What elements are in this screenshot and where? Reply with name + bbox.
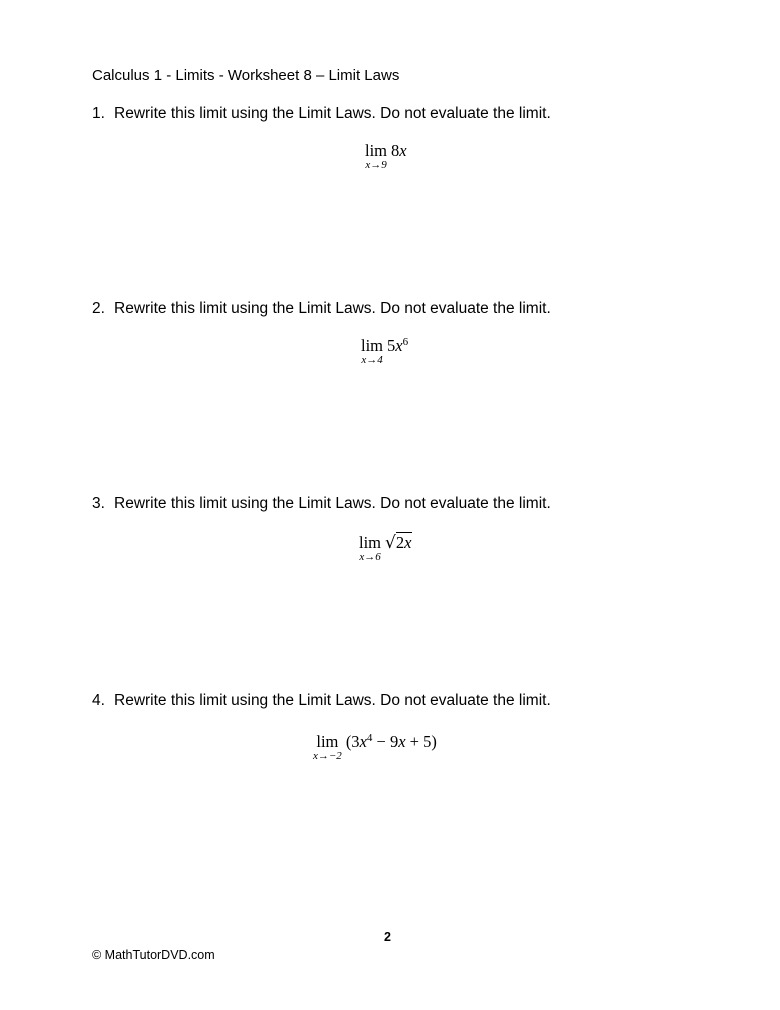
- radicand: 2x: [395, 533, 412, 552]
- lim-word: lim: [365, 141, 388, 160]
- limit-argument: $5x^6$: [387, 336, 409, 355]
- problem-1: [92, 104, 712, 124]
- limit-argument: 8x: [391, 141, 407, 160]
- limit-operator: [313, 733, 342, 762]
- limit-expression-1: [365, 142, 407, 171]
- limit-expression-3: [359, 534, 412, 563]
- problem-2: [92, 299, 712, 319]
- problem-2-prompt: [92, 299, 712, 319]
- limit-expression-4: [313, 733, 437, 762]
- problem-number: 3.: [92, 495, 105, 512]
- limit-operator: [359, 534, 381, 563]
- limit-expression-2: [361, 337, 408, 366]
- problem-3: [92, 494, 712, 514]
- lim-word: lim: [359, 533, 382, 552]
- problem-number: 4.: [92, 692, 105, 709]
- problem-number: 1.: [92, 105, 105, 122]
- lim-word: lim: [316, 732, 339, 751]
- limit-argument: [385, 534, 412, 552]
- square-root-icon: √: [385, 533, 396, 553]
- limit-argument: $(3x^4 - 9x + 5)$: [345, 732, 437, 751]
- limit-approach: x→6: [359, 551, 381, 563]
- limit-operator: [361, 337, 383, 366]
- problem-prompt-text: Rewrite this limit using the Limit Laws. Do not evaluate the limit.: [114, 692, 551, 709]
- limit-approach: x→−2: [313, 750, 342, 762]
- footer-copyright: © MathTutorDVD.com: [92, 948, 215, 962]
- problem-prompt-text: Rewrite this limit using the Limit Laws. Do not evaluate the limit.: [114, 495, 551, 512]
- problem-4-prompt: [92, 691, 712, 711]
- problem-3-prompt: [92, 494, 712, 514]
- problem-1-prompt: [92, 104, 712, 124]
- problem-4: [92, 691, 712, 711]
- page-title: Calculus 1 - Limits - Worksheet 8 – Limit Laws: [92, 67, 400, 84]
- problem-number: 2.: [92, 300, 105, 317]
- limit-approach: x→4: [361, 354, 383, 366]
- limit-approach: x→9: [365, 159, 387, 171]
- limit-operator: [365, 142, 387, 171]
- lim-word: lim: [361, 336, 384, 355]
- problem-prompt-text: Rewrite this limit using the Limit Laws. Do not evaluate the limit.: [114, 105, 551, 122]
- problem-prompt-text: Rewrite this limit using the Limit Laws. Do not evaluate the limit.: [114, 300, 551, 317]
- page-number: 2: [384, 930, 391, 944]
